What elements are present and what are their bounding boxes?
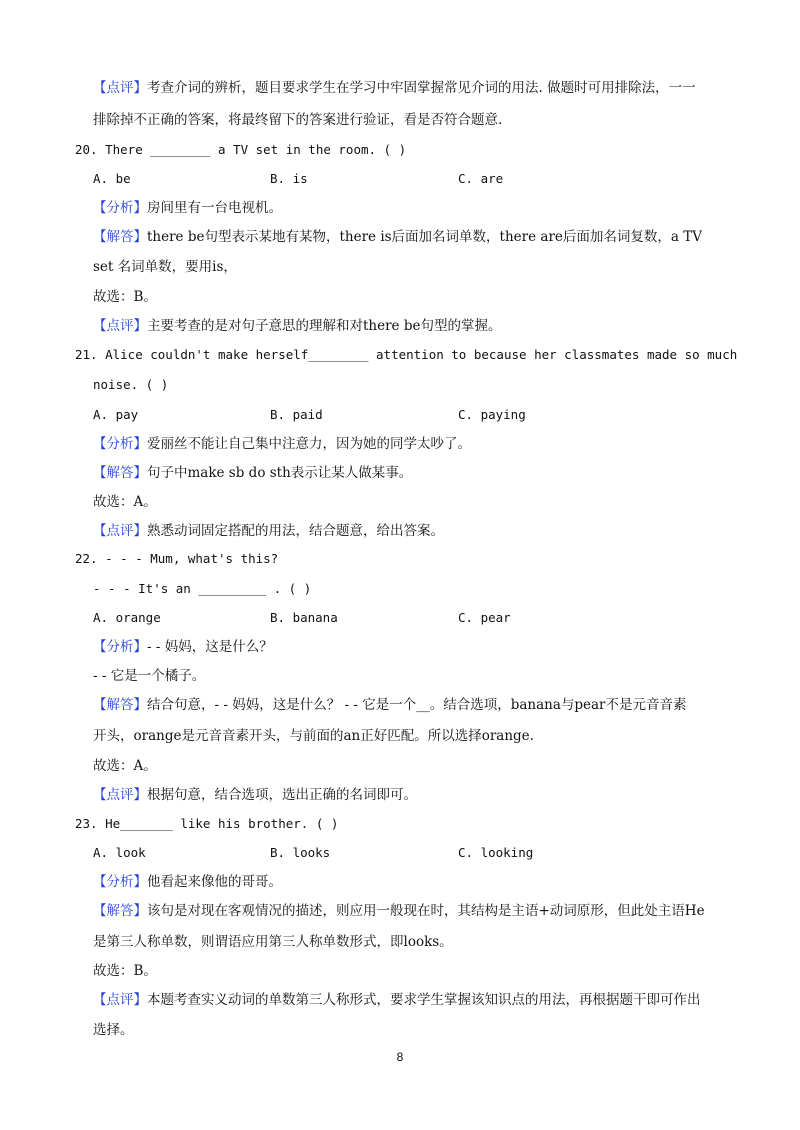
analysis-tag: 【分析】 (93, 639, 147, 655)
question-23-stem: 23. He_______ like his brother. ( ) (75, 816, 339, 831)
option-a: A. orange (93, 610, 161, 625)
comment-tag: 【点评】 (93, 787, 147, 803)
comment-text-cont: 排除掉不正确的答案，将最终留下的答案进行验证，看是否符合题意. (93, 112, 503, 128)
comment-23-cont: 选择。 (93, 1022, 134, 1038)
answer-tag: 【解答】 (93, 229, 147, 245)
question-22-stem: 22. - - - Mum, what's this? (75, 551, 279, 566)
option-a: A. pay (93, 407, 139, 422)
analysis-text: 房间里有一台电视机。 (147, 200, 282, 216)
comment-text: 熟悉动词固定搭配的用法，结合题意，给出答案。 (147, 523, 444, 539)
comment-tag: 【点评】 (93, 80, 147, 96)
option-c: C. paying (458, 407, 526, 422)
question-21-options (93, 406, 693, 424)
question-20-options (93, 170, 693, 188)
analysis-22-cont: - - 它是一个橘子。 (93, 668, 206, 684)
answer-22-cont: 开头，orange是元音音素开头，与前面的an正好匹配。所以选择orange. (93, 728, 534, 744)
comment-22 (93, 786, 417, 804)
answer-22 (93, 696, 687, 714)
option-c: C. are (458, 171, 504, 186)
answer-text: 句子中make sb do sth表示让某人做某事。 (147, 465, 413, 481)
choice-21: 故选：A。 (93, 494, 157, 510)
choice-20: 故选：B。 (93, 289, 157, 305)
question-21-stem: 21. Alice couldn't make herself________ attention to because her classmates made so much (75, 347, 738, 362)
answer-20 (93, 228, 702, 246)
question-22-options (93, 609, 693, 627)
analysis-21 (93, 435, 471, 453)
option-c: C. pear (458, 610, 511, 625)
comment-20 (93, 317, 501, 335)
answer-20-cont: set 名词单数，要用is， (93, 259, 237, 275)
comment-block (93, 79, 696, 97)
question-23-options (93, 844, 693, 862)
comment-21 (93, 522, 444, 540)
answer-text: there be句型表示某地有某物，there is后面加名词单数，there are后面加名词复数，a TV (147, 229, 702, 245)
analysis-text: 他看起来像他的哥哥。 (147, 874, 282, 890)
answer-tag: 【解答】 (93, 697, 147, 713)
answer-text: 结合句意，- - 妈妈，这是什么？ - - 它是一个__。结合选项，banana与pear不是元音音素 (147, 697, 687, 713)
option-a: A. look (93, 845, 146, 860)
question-22-stem-cont: - - - It's an _________ . ( ) (93, 581, 312, 596)
option-b: B. banana (270, 610, 338, 625)
option-a: A. be (93, 171, 131, 186)
option-b: B. looks (270, 845, 331, 860)
option-c: C. looking (458, 845, 534, 860)
question-21-stem-cont: noise. ( ) (93, 377, 169, 392)
analysis-23 (93, 873, 282, 891)
analysis-20 (93, 199, 282, 217)
option-b: B. paid (270, 407, 323, 422)
comment-23 (93, 991, 701, 1009)
comment-tag: 【点评】 (93, 523, 147, 539)
analysis-tag: 【分析】 (93, 436, 147, 452)
option-b: B. is (270, 171, 308, 186)
analysis-text: 爱丽丝不能让自己集中注意力，因为她的同学太吵了。 (147, 436, 471, 452)
page-number: 8 (396, 1050, 404, 1064)
answer-text: 该句是对现在客观情况的描述，则应用一般现在时，其结构是主语+动词原形，但此处主语He (147, 903, 705, 919)
comment-text: 主要考查的是对句子意思的理解和对there be句型的掌握。 (147, 318, 502, 334)
choice-22: 故选：A。 (93, 758, 157, 774)
comment-tag: 【点评】 (93, 992, 147, 1008)
analysis-tag: 【分析】 (93, 200, 147, 216)
comment-tag: 【点评】 (93, 318, 147, 334)
answer-21 (93, 464, 412, 482)
comment-text: 考查介词的辨析，题目要求学生在学习中牢固掌握常见介词的用法. 做题时可用排除法，一一 (147, 80, 696, 96)
answer-tag: 【解答】 (93, 465, 147, 481)
comment-text: 根据句意，结合选项，选出正确的名词即可。 (147, 787, 417, 803)
analysis-22 (93, 638, 273, 656)
comment-text: 本题考查实义动词的单数第三人称形式，要求学生掌握该知识点的用法，再根据题干即可作出 (147, 992, 701, 1008)
question-20-stem: 20. There ________ a TV set in the room. ( ) (75, 142, 407, 157)
answer-tag: 【解答】 (93, 903, 147, 919)
answer-23-cont: 是第三人称单数，则谓语应用第三人称单数形式，即looks。 (93, 934, 453, 950)
analysis-text: - - 妈妈，这是什么？ (147, 639, 273, 655)
analysis-tag: 【分析】 (93, 874, 147, 890)
answer-23 (93, 902, 705, 920)
choice-23: 故选：B。 (93, 963, 157, 979)
